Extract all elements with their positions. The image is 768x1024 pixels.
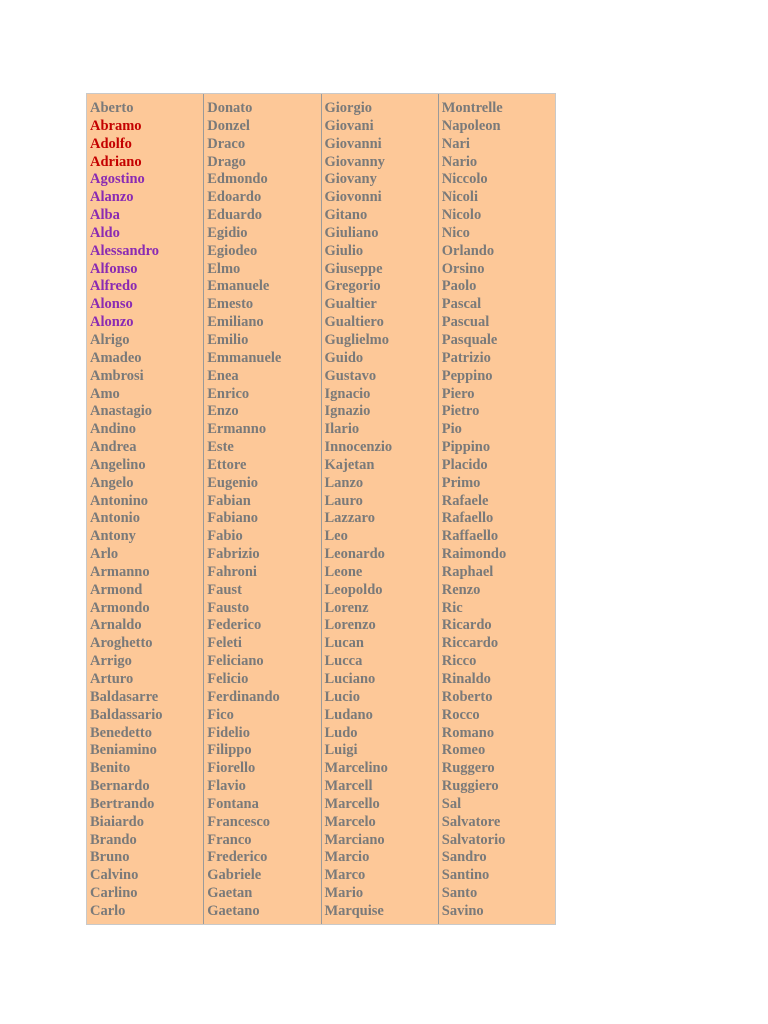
name-cell: Paolo [441,278,477,295]
name-cell: Eduardo [207,207,263,224]
name-cell: Armondo [90,599,150,616]
name-cell: Raimondo [441,546,507,563]
name-cell: Arlo [90,546,119,563]
name-cell: Marcell [324,778,373,795]
name-cell: Nico [441,224,470,241]
name-cell: Raffaello [441,528,499,545]
name-cell: Ric [441,599,463,616]
name-cell: Primo [441,474,481,491]
name-cell: Rinaldo [441,671,491,687]
name-cell: Fabrizio [207,546,260,563]
name-cell: Lorenz [324,599,369,616]
name-cell: Andrea [90,439,137,456]
name-cell: Gualtier [324,296,377,313]
name-cell: Alonzo [90,314,134,331]
name-cell: Aberto [90,100,134,116]
name-cell: Antony [90,528,136,545]
name-cell: Amo [90,385,120,402]
name-cell: Bertrando [90,795,155,812]
name-cell: Donato [207,100,253,116]
name-cell: Alfredo [90,278,138,295]
name-cell: Ambrosi [90,367,144,384]
name-cell: Emanuele [207,278,270,295]
name-cell: Enea [207,367,239,384]
name-cell: Eugenio [207,474,259,491]
name-cell: Egidio [207,224,248,241]
name-cell: Romeo [441,742,486,759]
name-cell: Savino [441,902,484,919]
name-cell: Gustavo [324,367,377,384]
name-cell: Guido [324,349,364,366]
name-cell: Flavio [207,778,246,795]
name-cell: Carlo [90,902,126,919]
name-cell: Pippino [441,439,491,456]
name-cell: Gualtiero [324,314,384,331]
name-cell: Rocco [441,706,480,723]
name-cell: Lanzo [324,474,364,491]
name-cell: Alanzo [90,189,134,206]
name-cell: Edmondo [207,171,268,188]
name-cell: Fabio [207,528,243,545]
name-cell: Emiliano [207,314,264,331]
name-cell: Egiodeo [207,242,258,259]
name-cell: Enrico [207,385,250,402]
name-cell: Feleti [207,635,242,652]
names-table [86,93,556,925]
name-cell: Bruno [90,849,130,866]
names-column-2 [204,94,321,924]
name-cell: Fabiano [207,510,259,527]
name-cell: Leone [324,563,363,580]
name-cell: Alessandro [90,242,160,259]
name-cell: Giovanni [324,135,382,152]
name-cell: Armond [90,581,143,598]
name-cell: Luciano [324,671,376,687]
name-cell: Marciano [324,831,385,848]
name-cell: Antonino [90,492,149,509]
name-cell: Mario [324,885,364,902]
name-cell: Ignazio [324,403,371,420]
name-cell: Francesco [207,813,271,830]
name-cell: Fico [207,706,234,723]
name-cell: Orlando [441,242,495,259]
name-cell: Elmo [207,260,241,277]
name-cell: Salvatore [441,813,501,830]
name-cell: Baldassario [90,706,163,723]
name-cell: Emilio [207,331,249,348]
name-cell: Rafaello [441,510,494,527]
name-cell: Ilario [324,421,360,438]
name-cell: Alonso [90,296,133,313]
name-cell: Filippo [207,742,252,759]
name-cell: Ludo [324,724,358,741]
name-cell: Aroghetto [90,635,153,652]
name-cell: Piero [441,385,475,402]
name-cell: Guglielmo [324,331,389,348]
name-cell: Orsino [441,260,485,277]
name-cell: Draco [207,135,246,152]
name-cell: Arturo [90,671,134,687]
name-cell: Patrizio [441,349,491,366]
name-cell: Benito [90,760,131,777]
name-cell: Alrigo [90,331,130,348]
name-cell: Leopoldo [324,581,383,598]
name-cell: Adriano [90,153,142,170]
name-cell: Marcelino [324,760,388,777]
name-cell: Gaetano [207,902,260,919]
name-cell: Fabian [207,492,251,509]
name-cell: Giovanny [324,153,385,170]
name-cell: Lucan [324,635,364,652]
name-cell: Fidelio [207,724,250,741]
name-cell: Pascal [441,296,482,313]
name-cell: Nari [441,135,470,152]
name-cell: Pasquale [441,331,498,348]
name-cell: Roberto [441,688,493,705]
name-cell: Nario [441,153,478,170]
name-cell: Baldasarre [90,688,159,705]
name-cell: Innocenzio [324,439,393,456]
name-cell: Alba [90,207,120,224]
name-cell: Giorgio [324,100,373,116]
name-cell: Ricardo [441,617,492,634]
name-cell: Ettore [207,456,247,473]
name-cell: Luigi [324,742,358,759]
name-cell: Emmanuele [207,349,282,366]
name-cell: Sal [441,795,462,812]
name-cell: Peppino [441,367,493,384]
name-cell: Lucio [324,688,360,705]
names-column-1 [87,94,204,924]
name-cell: Giulio [324,242,364,259]
name-cell: Bernardo [90,778,150,795]
name-cell: Fahroni [207,563,257,580]
name-cell: Abramo [90,117,142,134]
name-cell: Armanno [90,563,150,580]
name-cell: Salvatorio [441,831,506,848]
name-cell: Pascual [441,314,490,331]
name-cell: Feliciano [207,653,264,670]
name-cell: Leo [324,528,348,545]
name-cell: Faust [207,581,242,598]
name-cell: Edoardo [207,189,262,206]
names-column-3 [322,94,439,924]
name-cell: Fausto [207,599,250,616]
name-cell: Carlino [90,885,138,902]
name-cell: Arrigo [90,653,132,670]
name-cell: Romano [441,724,495,741]
name-cell: Gregorio [324,278,381,295]
name-cell: Agostino [90,171,145,188]
name-cell: Beniamino [90,742,157,759]
name-cell: Andino [90,421,136,438]
name-cell: Emesto [207,296,254,313]
name-cell: Ignacio [324,385,371,402]
name-cell: Nicolo [441,207,482,224]
name-cell: Brando [90,831,137,848]
name-cell: Riccardo [441,635,499,652]
name-cell: Felicio [207,671,249,687]
name-cell: Angelino [90,456,146,473]
name-cell: Marcello [324,795,380,812]
name-cell: Frederico [207,849,268,866]
name-cell: Lazzaro [324,510,375,527]
name-cell: Rafaele [441,492,489,509]
name-cell: Calvino [90,867,139,884]
name-cell: Antonio [90,510,140,527]
name-cell: Pietro [441,403,480,420]
name-cell: Nicoli [441,189,478,206]
name-cell: Ruggero [441,760,495,777]
name-cell: Sandro [441,849,487,866]
name-cell: Aldo [90,224,120,241]
name-cell: Lorenzo [324,617,376,634]
name-cell: Giovany [324,171,377,188]
name-cell: Gabriele [207,867,262,884]
name-cell: Franco [207,831,252,848]
name-cell: Giuliano [324,224,379,241]
name-cell: Napoleon [441,117,501,134]
name-cell: Ferdinando [207,688,280,705]
name-cell: Ricco [441,653,477,670]
name-cell: Gaetan [207,885,253,902]
name-cell: Marcelo [324,813,376,830]
name-cell: Ludano [324,706,373,723]
name-cell: Leonardo [324,546,385,563]
name-cell: Benedetto [90,724,153,741]
name-cell: Este [207,439,234,456]
name-cell: Pio [441,421,462,438]
name-cell: Lauro [324,492,363,509]
name-cell: Montrelle [441,100,503,116]
name-cell: Amadeo [90,349,142,366]
name-cell: Ermanno [207,421,267,438]
name-cell: Niccolo [441,171,488,188]
name-cell: Lucca [324,653,363,670]
name-cell: Marco [324,867,366,884]
name-cell: Giovani [324,117,374,134]
name-cell: Raphael [441,563,494,580]
name-cell: Giuseppe [324,260,383,277]
name-cell: Adolfo [90,135,132,152]
names-column-4 [439,94,555,924]
name-cell: Donzel [207,117,250,134]
name-cell: Santino [441,867,490,884]
name-cell: Kajetan [324,456,375,473]
name-cell: Biaiardo [90,813,144,830]
name-cell: Ruggiero [441,778,499,795]
name-cell: Arnaldo [90,617,142,634]
name-cell: Alfonso [90,260,138,277]
name-cell: Santo [441,885,478,902]
name-cell: Anastagio [90,403,153,420]
name-cell: Placido [441,456,488,473]
name-cell: Drago [207,153,246,170]
name-cell: Enzo [207,403,239,420]
name-cell: Fiorello [207,760,256,777]
name-cell: Marcio [324,849,370,866]
name-cell: Gitano [324,207,368,224]
name-cell: Giovonni [324,189,382,206]
name-cell: Renzo [441,581,481,598]
name-cell: Federico [207,617,262,634]
name-cell: Angelo [90,474,134,491]
name-cell: Marquise [324,902,384,919]
name-cell: Fontana [207,795,259,812]
